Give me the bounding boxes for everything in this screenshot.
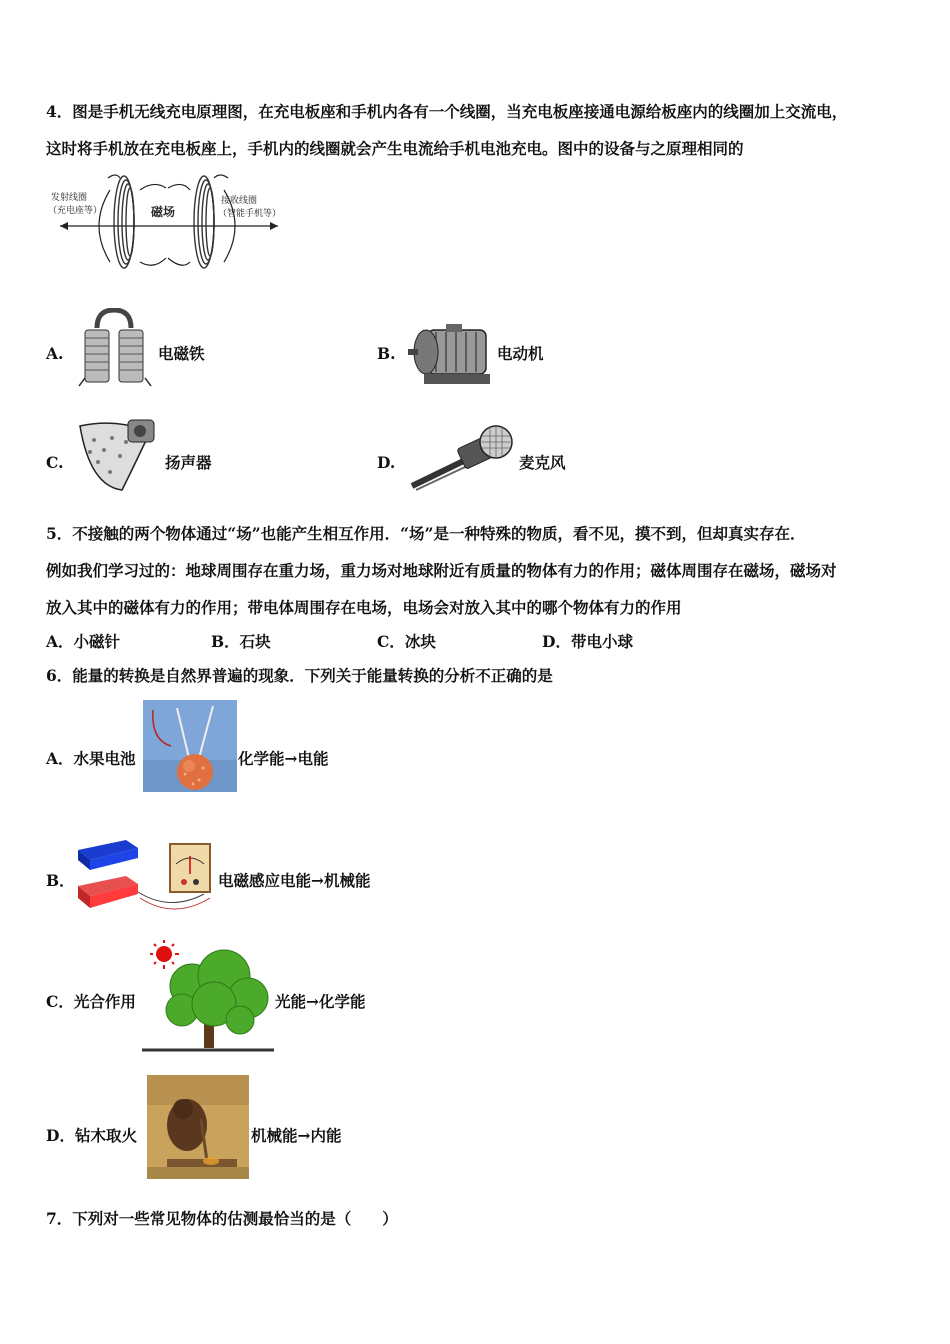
- q6-option-a-conversion: 化学能→电能: [238, 749, 329, 768]
- q4-stem-line2: 这时将手机放在充电板座上，手机内的线圈就会产生电流给手机电池充电。图中的设备与之原理相同的: [46, 139, 744, 158]
- loudspeaker-icon: [76, 416, 158, 494]
- q4-option-d-text: 麦克风: [519, 453, 566, 472]
- q6-option-c-conversion: 光能→化学能: [275, 992, 366, 1011]
- q6-option-d-label: D．钻木取火: [46, 1126, 137, 1145]
- q5-stem-line3: 放入其中的磁体有力的作用；带电体周围存在电场，电场会对放入其中的哪个物体有力的作用: [46, 598, 682, 617]
- q4-option-c-letter: C.: [46, 453, 64, 472]
- diagram-left-label-1: 发射线圈: [51, 193, 88, 203]
- q6-option-c-label: C．光合作用: [46, 992, 136, 1011]
- q4-stem-line1: 4．图是手机无线充电原理图，在充电板座和手机内各有一个线圈，当充电板座接通电源给板座内的线圈加上交流电，: [46, 102, 848, 121]
- diagram-left-label-2: （充电座等）: [48, 206, 103, 216]
- q4-option-c-text: 扬声器: [165, 453, 212, 472]
- q4-option-b-text: 电动机: [497, 344, 544, 363]
- q6-option-a-label: A．水果电池: [46, 749, 136, 768]
- q5-stem-line1: 5．不接触的两个物体通过“场”也能产生相互作用．“场”是一种特殊的物质，看不见，摸不到，但却真实存在．: [46, 524, 806, 543]
- q5-option-c: C．冰块: [377, 632, 436, 651]
- q5-option-d: D．带电小球: [542, 632, 633, 651]
- q5-option-b: B．石块: [211, 632, 271, 651]
- fruit-battery-icon: [143, 700, 237, 792]
- diagram-right-label-2: （智能手机等）: [218, 209, 282, 219]
- wireless-charging-diagram: [48, 170, 288, 274]
- q4-option-a-text: 电磁铁: [158, 344, 205, 363]
- q7-stem: 7．下列对一些常见物体的估测最恰当的是（ ）: [46, 1209, 398, 1228]
- q5-option-a: A．小磁针: [46, 632, 121, 651]
- microphone-icon: [408, 424, 516, 492]
- q4-option-b-letter: B.: [377, 344, 396, 363]
- diagram-right-label-1: 接收线圈: [221, 196, 258, 206]
- diagram-center-label: 磁场: [151, 205, 176, 219]
- electric-motor-icon: [406, 322, 496, 388]
- tree-sun-icon: [142, 940, 274, 1054]
- q6-stem: 6．能量的转换是自然界普遍的现象．下列关于能量转换的分析不正确的是: [46, 666, 553, 685]
- electromagnet-icon: [75, 308, 153, 390]
- induction-meter-icon: [74, 836, 216, 920]
- drill-fire-icon: [147, 1075, 249, 1179]
- q4-option-d-letter: D.: [377, 453, 396, 472]
- q4-option-a-letter: A.: [46, 344, 64, 363]
- q6-option-d-conversion: 机械能→内能: [251, 1126, 342, 1145]
- q5-stem-line2: 例如我们学习过的：地球周围存在重力场，重力场对地球附近有质量的物体有力的作用；磁体周围存在磁场，磁场对: [46, 561, 837, 580]
- q6-option-b-label: B．: [46, 871, 75, 890]
- q6-option-b-conversion: 电磁感应电能→机械能: [218, 871, 371, 890]
